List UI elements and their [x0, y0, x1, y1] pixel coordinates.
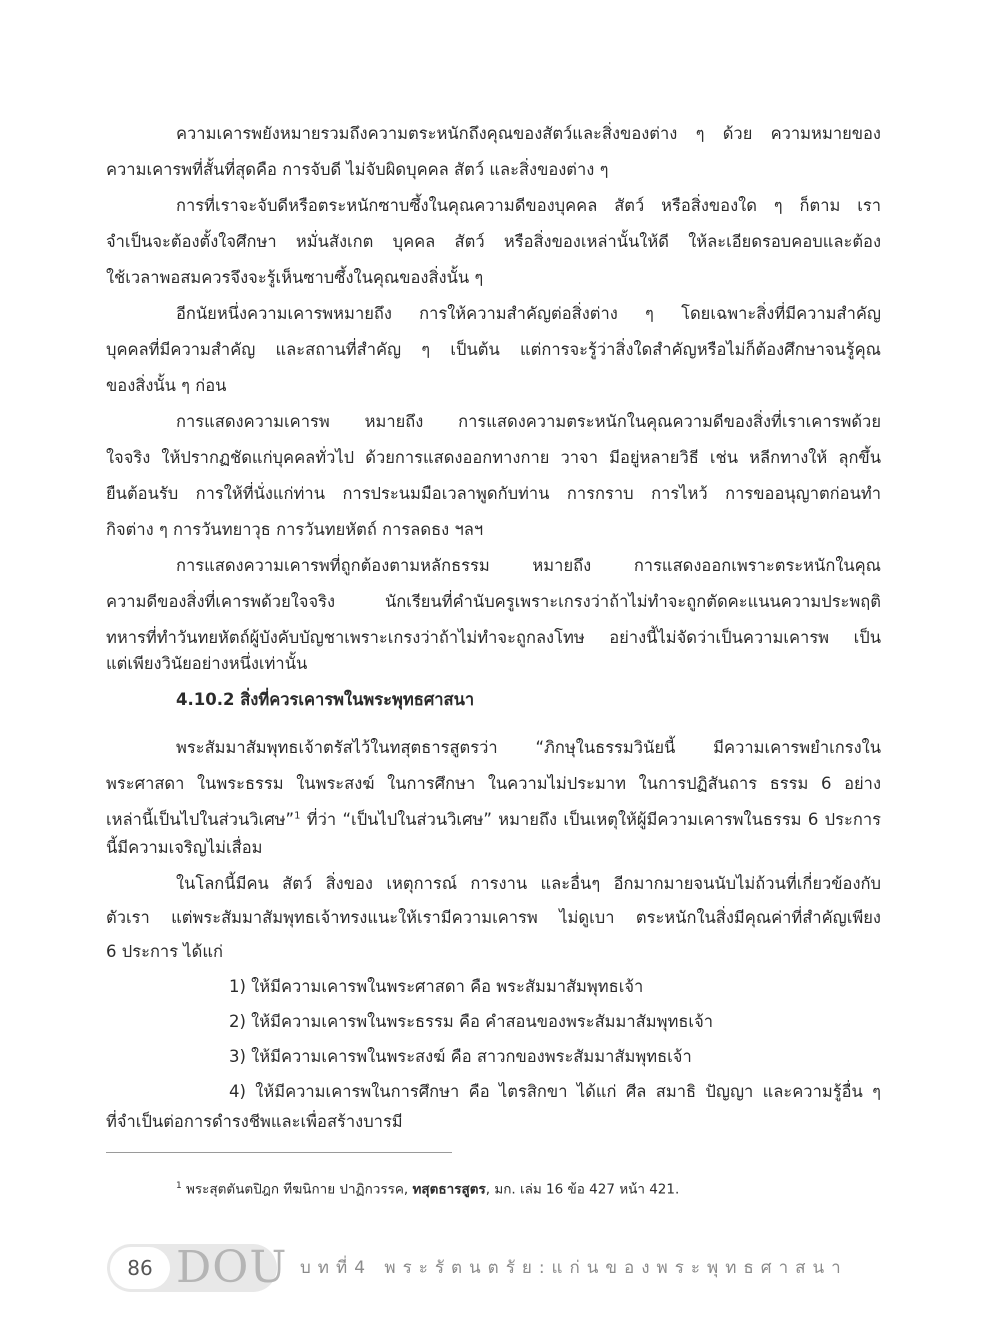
para2-line1: การที่เราจะจับดีหรือตระหนักซาบซึ้งในคุณความดีของบุคคล สัตว์ หรือสิ่งของใด ๆ ก็ตาม เรา: [176, 196, 881, 215]
para1-line1: ความเคารพยังหมายรวมถึงความตระหนักถึงคุณของสัตว์และสิ่งของต่าง ๆ ด้วย ความหมายของ: [176, 124, 881, 143]
list-item-4: 4) ให้มีความเคารพในการศึกษา คือ ไตรสิกขา ได้แก่ ศีล สมาธิ ปัญญา และความรู้อื่น ๆ: [229, 1082, 881, 1101]
para3-line2: บุคคลที่มีความสำคัญ และสถานที่สำคัญ ๆ เป็นต้น แต่การจะรู้ว่าสิ่งใดสำคัญหรือไม่ก็ต้องศึกษาจนรู้คุณ: [106, 340, 881, 359]
para6-line1: พระสัมมาสัมพุทธเจ้าตรัสไว้ในทสุตธารสูตรว่า “ภิกษุในธรรมวินัยนี้ มีความเคารพยำเกรงใน: [176, 738, 881, 757]
list-item-1: 1) ให้มีความเคารพในพระศาสดา คือ พระสัมมาสัมพุทธเจ้า: [229, 977, 644, 996]
footnote-reference[interactable]: 1: [294, 810, 301, 822]
para5-line2: ความดีของสิ่งที่เคารพด้วยใจจริง นักเรียนที่คำนับครูเพราะเกรงว่าถ้าไม่ทำจะถูกตัดคะแนนความประพฤติ: [106, 592, 881, 611]
para3-line3: ของสิ่งนั้น ๆ ก่อน: [106, 376, 227, 395]
para7-line3: 6 ประการ ได้แก่: [106, 942, 223, 961]
para3-line1: อีกนัยหนึ่งความเคารพหมายถึง การให้ความสำคัญต่อสิ่งต่าง ๆ โดยเฉพาะสิ่งที่มีความสำคัญ: [176, 304, 881, 323]
footnote-citation: , มก. เล่ม 16 ข้อ 427 หน้า 421.: [485, 1181, 680, 1198]
para6-line3-rest: ที่ว่า “เป็นไปในส่วนวิเศษ” หมายถึง เป็นเหตุให้ผู้มีความเคารพในธรรม 6 ประการ: [300, 810, 881, 829]
dou-logo: DOU: [176, 1242, 288, 1293]
para6-line4: นี้มีความเจริญไม่เสื่อม: [106, 838, 263, 857]
para4-line3: ยืนต้อนรับ การให้ที่นั่งแก่ท่าน การประนมมือเวลาพูดกับท่าน การกราบ การไหว้ การขออนุญาตก่อนทำ: [106, 484, 881, 503]
footnote-sutta-title: ทสุตธารสูตร: [412, 1181, 486, 1198]
para6-line2: พระศาสดา ในพระธรรม ในพระสงฆ์ ในการศึกษา ในความไม่ประมาท ในการปฏิสันถาร ธรรม 6 อย่าง: [106, 774, 881, 793]
para7-line1: ในโลกนี้มีคน สัตว์ สิ่งของ เหตุการณ์ การงาน และอื่นๆ อีกมากมายจนนับไม่ถ้วนที่เกี่ยวข้องกับ: [176, 874, 881, 893]
section-heading: 4.10.2 สิ่งที่ควรเคารพในพระพุทธศาสนา: [176, 690, 475, 709]
para7-line2: ตัวเรา แต่พระสัมมาสัมพุทธเจ้าทรงแนะให้เรามีความเคารพ ไม่ดูเบา ตระหนักในสิ่งมีคุณค่าที่สำคัญเพียง: [106, 908, 881, 927]
para2-line2: จำเป็นจะต้องตั้งใจศึกษา หมั่นสังเกต บุคคล สัตว์ หรือสิ่งของเหล่านั้นให้ดี ให้ละเอียดรอบคอบและต้อง: [106, 232, 881, 251]
para5-line4: แต่เพียงวินัยอย่างหนึ่งเท่านั้น: [106, 654, 308, 673]
footnote-number: 1: [176, 1181, 182, 1191]
footnote: [176, 1176, 679, 1200]
para6-line3: [106, 808, 881, 832]
para2-line3: ใช้เวลาพอสมควรจึงจะรู้เห็นซาบซึ้งในคุณของสิ่งนั้น ๆ: [106, 268, 484, 287]
list-item-2: 2) ให้มีความเคารพในพระธรรม คือ คำสอนของพระสัมมาสัมพุทธเจ้า: [229, 1012, 714, 1031]
footnote-source: พระสุตตันตปิฎก ทีฆนิกาย ปาฏิกวรรค,: [181, 1181, 413, 1198]
para4-line2: ใจจริง ให้ปรากฏชัดแก่บุคคลทั่วไป ด้วยการแสดงออกทางกาย วาจา มีอยู่หลายวิธี เช่น หลีกทางให้ ลุกขึ้น: [106, 448, 881, 467]
para1-line2: ความเคารพที่สั้นที่สุดคือ การจับดี ไม่จับผิดบุคคล สัตว์ และสิ่งของต่าง ๆ: [106, 160, 609, 179]
para4-line4: กิจต่าง ๆ การวันทยาวุธ การวันทยหัตถ์ การลดธง ฯลฯ: [106, 520, 484, 539]
page-number: 86: [110, 1247, 170, 1289]
para6-line3-quote: เหล่านี้เป็นไปในส่วนวิเศษ”: [106, 810, 295, 829]
para5-line3: ทหารที่ทำวันทยหัตถ์ผู้บังคับบัญชาเพราะเกรงว่าถ้าไม่ทำจะถูกลงโทษ อย่างนี้ไม่จัดว่าเป็นความเคารพ เป็น: [106, 628, 881, 647]
footnote-divider: [106, 1152, 452, 1153]
para4-line1: การแสดงความเคารพ หมายถึง การแสดงความตระหนักในคุณความดีของสิ่งที่เราเคารพด้วย: [176, 412, 881, 431]
list-item-3: 3) ให้มีความเคารพในพระสงฆ์ คือ สาวกของพระสัมมาสัมพุทธเจ้า: [229, 1047, 692, 1066]
para5-line1: การแสดงความเคารพที่ถูกต้องตามหลักธรรม หมายถึง การแสดงออกเพราะตระหนักในคุณ: [176, 556, 881, 575]
list-item-4-continuation: ที่จำเป็นต่อการดำรงชีพและเพื่อสร้างบารมี: [106, 1112, 403, 1131]
chapter-running-title: บทที่4 พระรัตนตรัย:แก่นของพระพุทธศาสนา: [300, 1258, 848, 1278]
